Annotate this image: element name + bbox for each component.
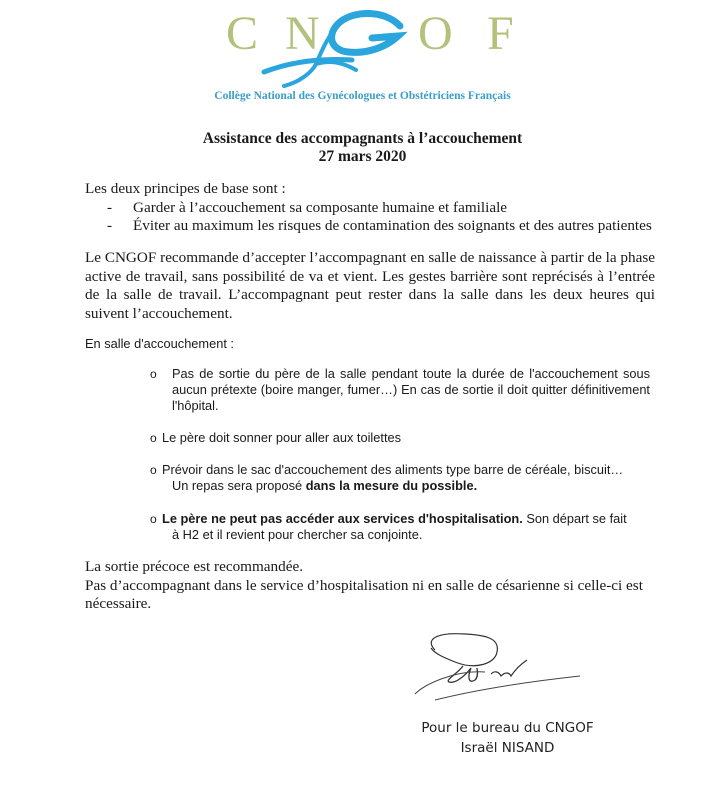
closing-section: [85, 558, 655, 614]
circle-bullet-icon: o: [150, 512, 157, 526]
delivery-room-heading: En salle d'accouchement :: [85, 336, 234, 351]
list-item: - Garder à l’accouchement sa composante humaine et familiale: [107, 198, 508, 216]
cngof-logo: [0, 0, 725, 115]
logo-letter-f: F: [487, 7, 514, 60]
logo-letter-c: C: [226, 7, 259, 60]
title-date: 27 mars 2020: [318, 148, 407, 165]
principles-list: [85, 199, 655, 236]
principles-section: [85, 180, 655, 236]
circle-bullet-icon: o: [150, 367, 157, 381]
logo-letter-n: N: [285, 7, 320, 60]
list-item: o Prévoir dans le sac d'accouchement des aliments type barre de céréale, biscuit… Un repas sera proposé dans la mesure du possible.: [150, 462, 624, 493]
document-title: [0, 130, 725, 166]
logo-letter-o: O: [418, 7, 453, 60]
list-item: o Pas de sortie du père de la salle pendant toute la durée de l'accouchement sous aucun prétexte (boire manger, fumer…) En cas de sortie il doit quitter définitivement l'hôpital.: [150, 366, 650, 413]
logo-swoosh-icon: [260, 8, 420, 88]
dash-bullet-icon: -: [107, 217, 113, 234]
signature-block: [420, 718, 595, 758]
closing-line-early-discharge: La sortie précoce est recommandée.: [85, 558, 303, 575]
signature-on-behalf: Pour le bureau du CNGOF: [421, 720, 594, 736]
dash-bullet-icon: -: [107, 198, 113, 216]
recommendation-paragraph: Le CNGOF recommande d’accepter l’accompagnant en salle de naissance à partir de la phase active de travail, sans possibilité de va et vient. Les gestes barrière sont reprécisés à l’entrée de la salle de travail. L’accompagnant peut rester dans la salle dans les deux heures qui suivent l’accouchement.: [85, 249, 655, 322]
list-item: o Le père doit sonner pour aller aux toilettes: [150, 430, 402, 445]
signatory-name: Israël NISAND: [460, 740, 555, 756]
title-text: Assistance des accompagnants à l’accouchement: [202, 130, 523, 147]
closing-line-no-companion: Pas d’accompagnant dans le service d’hospitalisation ni en salle de césarienne si celle-ci est nécessaire.: [85, 576, 643, 612]
principles-lead: Les deux principes de base sont :: [85, 180, 286, 197]
circle-bullet-icon: o: [150, 431, 157, 445]
list-item: - Éviter au maximum les risques de contamination des soignants et des autres patientes: [107, 217, 652, 234]
logo-subtitle: Collège National des Gynécologues et Obstétriciens Français: [214, 90, 511, 102]
handwritten-signature-icon: [405, 630, 585, 710]
circle-bullet-icon: o: [150, 463, 157, 477]
list-item: o Le père ne peut pas accéder aux services d'hospitalisation. Son départ se fait à H2 et il revient pour chercher sa conjointe.: [150, 511, 627, 542]
